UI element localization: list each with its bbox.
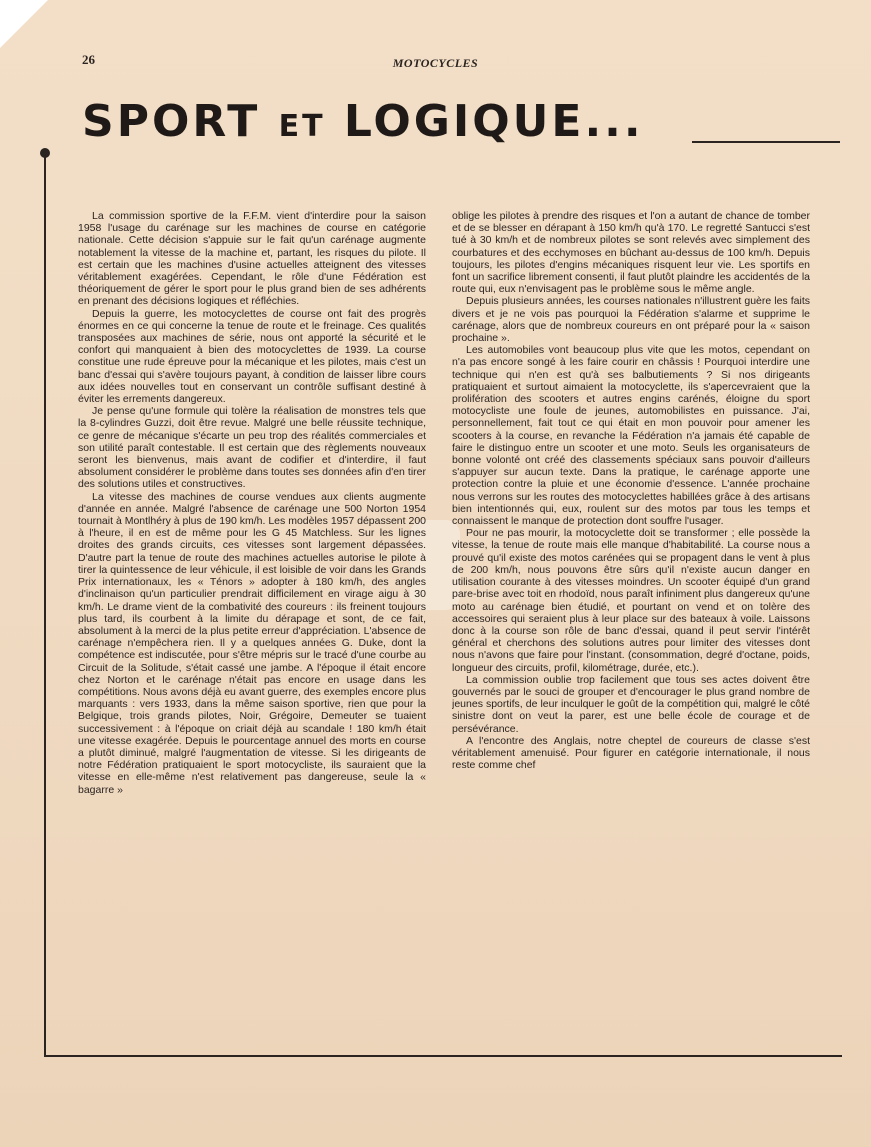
article-column-left: [78, 210, 426, 980]
title-rule: [692, 141, 840, 143]
title-word-logique: LOGIQUE...: [343, 96, 644, 147]
paragraph: oblige les pilotes à prendre des risques et l'on a autant de chance de tomber et de se blesser en dérapant à 150 km/h qu'à 170. Le regretté Santucci s'est tué à 30 km/h et de nombreux pilotes se sont relevés avec simplement des courbatures et des ecchymoses en bûchant au-dessus de 100 km/h. Depuis toujours, les pilotes d'engins mécaniques risquent leur vie. Les sportifs en font un sacrifice librement consenti, il faut plutôt plaindre les accidentés de la route qui, eux n'envisagent pas le problème sous le même angle.: [452, 210, 810, 296]
title-word-et: ET: [278, 109, 326, 144]
left-vertical-rule: [44, 152, 46, 1057]
paragraph: Depuis la guerre, les motocyclettes de course ont fait des progrès énormes en ce qui concerne la tenue de route et le freinage. Ces qualités transposées aux machines de série, nous ont apporté la sécurité et le confort qui manquaient à bien des motocyclettes de 1939. La course constitue une rude épreuve pour la mécanique et les pilotes, mais c'est un banc d'essai qui s'avère toujours payant, à condition de laisser libre cours aux idées nouvelles tout en conservant un contrôle suffisant destiné à éviter les errements dangereux.: [78, 307, 426, 406]
article-column-right: [452, 210, 810, 980]
page-number: 26: [82, 52, 95, 67]
running-header: MOTOCYCLES: [392, 56, 479, 70]
bottom-horizontal-rule: [44, 1055, 842, 1057]
paragraph: Depuis plusieurs années, les courses nationales n'illustrent guère les faits divers et je ne vois pas pourquoi la Fédération s'alarme et supprime le carénage, alors que de nombreux coureurs en ont préparé pour la « saison prochaine ».: [452, 295, 810, 345]
paragraph: A l'encontre des Anglais, notre cheptel de coureurs de classe s'est véritablement amenuisé. Pour figurer en catégorie internationale, il nous reste comme chef: [452, 734, 810, 772]
title-word-sport: SPORT: [82, 96, 261, 147]
article-title: [82, 96, 644, 147]
paragraph: La commission oublie trop facilement que tous ses actes doivent être gouvernés par le souci de grouper et d'encourager le plus grand nombre de jeunes sportifs, de leur inculquer le goût de la compétition qui, malgré le côté sinistre dont on veut la parer, est une belle école de courage et de persévérance.: [452, 673, 810, 735]
paragraph: Je pense qu'une formule qui tolère la réalisation de monstres tels que la 8-cylindres Guzzi, doit être revue. Malgré une belle réussite technique, ce genre de mécanique s'écarte un peu trop des réalités commerciales et son utilité paraît contestable. Il est certain que des règlements nouveaux seront les bienvenus, mais avant de codifier et d'interdire, il faut absolument considérer le problème dans toutes ses données afin d'en tirer des solutions utiles et constructives.: [78, 405, 426, 491]
paragraph: Les automobiles vont beaucoup plus vite que les motos, cependant on n'a pas encore songé à les faire courir en châssis ! Pourquoi interdire une technique qui n'en est qu'à ses balbutiements ? Si nos dirigeants pratiquaient et surtout aimaient la motocyclette, ils s'apercevraient que la prolifération des scooters et autres engins carénés, éloigne du sport motocycliste une foule de jeunes, automobilistes en puissance. J'ai, personnellement, fait tout ce qui était en mon pouvoir pour amener les scooters à la course, en revanche la Fédération n'a jamais été capable de faire le distinguo entre un scooter et une moto. Seuls les organisateurs de bonne volonté ont créé des classements spéciaux sans pouvoir d'ailleurs s'appuyer sur aucun texte. Dans la pratique, le carénage apporte une protection contre la pluie et une économie d'essence. L'année prochaine nous verrons sur les routes des motocyclettes habillées grâce à des artisans bien intentionnés qui, eux, roulent sur des motos par tous les temps et connaissent le manque de protection dont souffre l'usager.: [452, 344, 810, 528]
paragraph: La commission sportive de la F.F.M. vient d'interdire pour la saison 1958 l'usage du carénage sur les machines de course en catégorie nationale. Cette décision s'appuie sur le fait qu'un carénage augmente notablement la vitesse de la machine et, partant, les risques du pilote. Il est certain que les machines d'usine actuelles atteignent des vitesses véritablement exagérées. Cependant, le rôle d'une Fédération est théoriquement de gérer le sport pour le plus grand bien de ses adhérents en prenant des décisions logiques et réfléchies.: [78, 210, 426, 308]
paragraph: La vitesse des machines de course vendues aux clients augmente d'année en année. Malgré l'absence de carénage une 500 Norton 1954 tournait à Montlhéry à plus de 190 km/h. Les modèles 1957 dépassent 200 à l'heure, il en est de même pour les G 45 Matchless. Sur les lignes droites des grands circuits, ces vitesses sont largement dépassées. D'autre part la tenue de route des machines actuelles autorise le pilote à tirer la quintessence de leur véhicule, il est loisible de voir dans les Grands Prix internationaux, les « Ténors » adopter à 180 km/h, des angles d'inclinaison qu'un particulier prendrait difficilement en virage aigu à 30 km/h. Le drame vient de la combativité des coureurs : ils freinent toujours plus tard, ils courbent à la limite du dérapage et sont, de ce fait, absolument à la merci de la plus petite erreur d'appréciation. L'absence de carénage n'empêchera rien. Il y a quelques années G. Duke, dont la compétence est indiscutée, pour s'être mépris sur le tracé d'une courbe au Circuit de la Solitude, s'était cassé une jambe. A l'époque il était encore chez Norton et le carénage n'était pas encore en usage dans les compétitions. Nous avons déjà eu avant guerre, des exemples encore plus marquants : vers 1933, dans la même saison sportive, rien que pour la Belgique, trois grands pilotes, Noir, Grégoire, Demeuter se tuaient successivement : à l'époque on criait déjà au scandale ! 180 km/h était une vitesse exagérée. Depuis le pourcentage annuel des morts en course a plutôt diminué, malgré l'augmentation de vitesse. Si les dirigeants de notre Fédération pratiquaient le sport motocycliste, ils sauraient que la vitesse en elle-même n'est relativement pas dangereuse, seule la « bagarre »: [78, 490, 426, 796]
paragraph: Pour ne pas mourir, la motocyclette doit se transformer ; elle possède la vitesse, la tenue de route mais elle manque d'habitabilité. La course nous a prouvé qu'il existe des motos carénées qui se propagent dans le vent à plus de 200 km/h, nous pouvons être sûrs qu'il n'existe aucun danger en utilisation courante à des vitesses moindres. Un scooter équipé d'un grand pare-brise avec toit en rhodoïd, nous paraît infiniment plus dangereux qu'une moto au carénage bien étudié, et pourtant on vend et on tolère des accessoires qui seraient plus à leur place sur des bateaux à voile. Laissons donc à la course son rôle de banc d'essai, quand il peut servir l'intérêt général et cherchons des solutions autres pour limiter des vitesses dont nous n'avons que faire pour l'instant. (consommation, degré d'octane, poids, longueur des circuits, profil, kilométrage, durée, etc.).: [452, 527, 810, 674]
folded-corner: [0, 0, 48, 48]
